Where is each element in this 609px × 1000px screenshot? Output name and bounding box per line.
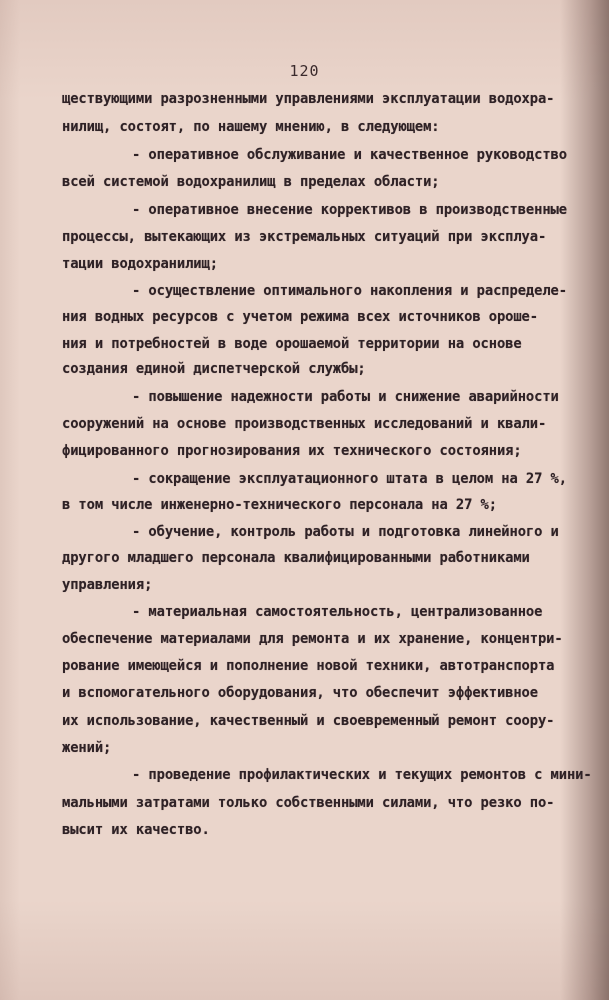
text-line: ния водных ресурсов с учетом режима всех источников ороше- bbox=[62, 309, 538, 325]
text-line: их использование, качественный и своевременный ремонт соору- bbox=[62, 713, 555, 729]
text-line: - проведение профилактических и текущих ремонтов с мини- bbox=[132, 767, 592, 783]
text-line: и вспомогательного оборудования, что обеспечит эффективное bbox=[62, 685, 538, 701]
text-line: фицированного прогнозирования их технического состояния; bbox=[62, 443, 522, 459]
text-line: - обучение, контроль работы и подготовка линейного и bbox=[132, 524, 559, 540]
text-line: создания единой диспетчерской службы; bbox=[62, 361, 366, 377]
text-line: - оперативное обслуживание и качественное руководство bbox=[132, 147, 567, 163]
text-line: управления; bbox=[62, 577, 153, 593]
text-line: высит их качество. bbox=[62, 822, 210, 838]
text-line: сооружений на основе производственных исследований и квали- bbox=[62, 416, 547, 432]
text-line: - осуществление оптимального накопления и распределе- bbox=[132, 283, 567, 299]
text-line: тации водохранилищ; bbox=[62, 256, 218, 272]
text-line: в том числе инженерно-технического персонала на 27 %; bbox=[62, 497, 497, 513]
text-line: - материальная самостоятельность, централизованное bbox=[132, 604, 543, 620]
text-line: обеспечение материалами для ремонта и их хранение, концентри- bbox=[62, 631, 563, 647]
text-line: другого младшего персонала квалифицированными работниками bbox=[62, 550, 530, 566]
text-line: нилищ, состоят, по нашему мнению, в следующем: bbox=[62, 119, 440, 135]
text-line: процессы, вытекающих из экстремальных ситуаций при эксплуа- bbox=[62, 229, 547, 245]
text-line: - сокращение эксплуатационного штата в целом на 27 %, bbox=[132, 471, 567, 487]
text-line: - оперативное внесение коррективов в производственные bbox=[132, 202, 567, 218]
text-line: ния и потребностей в воде орошаемой территории на основе bbox=[62, 336, 522, 352]
page-number: 120 bbox=[289, 62, 320, 80]
text-line: всей системой водохранилищ в пределах области; bbox=[62, 174, 440, 190]
text-line: - повышение надежности работы и снижение аварийности bbox=[132, 389, 559, 405]
text-line: ществующими разрозненными управлениями эксплуатации водохра- bbox=[62, 91, 555, 107]
text-line: мальными затратами только собственными силами, что резко по- bbox=[62, 795, 555, 811]
text-line: рование имеющейся и пополнение новой техники, автотранспорта bbox=[62, 658, 555, 674]
text-line: жений; bbox=[62, 740, 112, 756]
